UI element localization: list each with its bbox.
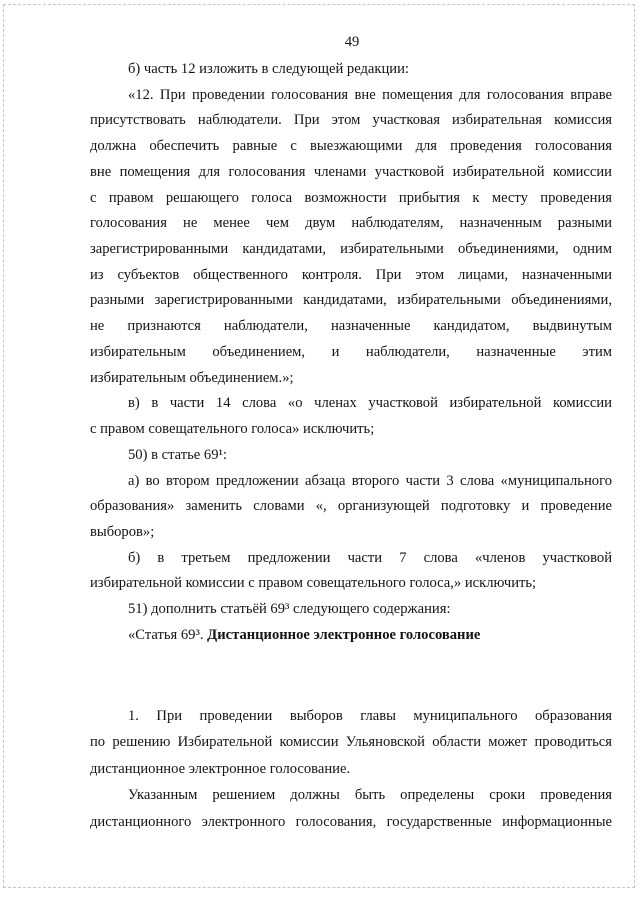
text-line: «12. При проведении голосования вне помещения для голосования вправе: [128, 86, 612, 103]
text-line: с правом решающего голоса возможности прибытия к месту проведения: [90, 189, 612, 206]
article-heading: [90, 623, 612, 649]
text-line: избирательным объединением.»;: [90, 369, 294, 386]
text-line: избирательным объединением, и наблюдатели, назначенные этим: [90, 343, 612, 360]
text-line: с правом совещательного голоса» исключить;: [90, 421, 375, 438]
text-line: дистанционное электронное голосование.: [90, 760, 351, 777]
text-line: дистанционного электронного голосования, государственные информационные: [90, 813, 612, 830]
article-number: «Статья 69³.: [128, 626, 204, 643]
text-line: а) во втором предложении абзаца второго части 3 слова «муниципального: [128, 472, 612, 489]
text-line: разными зарегистрированными кандидатами, избирательными объединениями,: [90, 292, 612, 309]
text-line: образования» заменить словами «, организующей подготовку и проведение: [90, 498, 612, 515]
paragraph: [90, 703, 612, 782]
text-line: 51) дополнить статьёй 69³ следующего содержания:: [128, 601, 451, 618]
text-line: голосования не менее чем двум наблюдателям, назначенным разными: [90, 215, 612, 232]
article-body-section: [90, 703, 612, 835]
text-line: не признаются наблюдатели, назначенные кандидатом, выдвинутым: [90, 318, 612, 335]
paragraph: [90, 443, 612, 469]
text-line: б) часть 12 изложить в следующей редакции:: [128, 61, 409, 77]
text-line: вне помещения для голосования членами участковой избирательной комиссии: [90, 163, 612, 180]
paragraph: [90, 597, 612, 623]
text-line: по решению Избирательной комиссии Ульяновской области может проводиться: [90, 734, 612, 751]
text-line: в) в части 14 слова «о членах участковой избирательной комиссии: [128, 395, 612, 412]
text-line: 1. При проведении выборов главы муниципального образования: [128, 708, 612, 724]
text-line: б) в третьем предложении части 7 слова «членов участковой: [128, 549, 612, 566]
paragraph: [90, 57, 612, 83]
text-line: Указанным решением должны быть определены сроки проведения: [128, 787, 612, 804]
text-line: 50) в статье 69¹:: [128, 446, 227, 463]
text-line: из субъектов общественного контроля. При этом лицами, назначенными: [90, 266, 612, 283]
paragraph: [90, 782, 612, 835]
paragraph: [90, 546, 612, 597]
text-line: присутствовать наблюдатели. При этом участковая избирательная комиссия: [90, 112, 612, 129]
text-line: выборов»;: [90, 523, 155, 540]
amendments-section: [90, 57, 612, 649]
paragraph: [90, 83, 612, 392]
article-title: Дистанционное электронное голосование: [207, 626, 481, 643]
text-line: избирательной комиссии с правом совещательного голоса,» исключить;: [90, 575, 537, 592]
text-line: должна обеспечить равные с выезжающими для проведения голосования: [90, 138, 612, 155]
page-number: 49: [344, 34, 360, 50]
paragraph: [90, 469, 612, 546]
text-line: зарегистрированными кандидатами, избирательными объединениями, одним: [90, 241, 612, 258]
paragraph: [90, 391, 612, 442]
